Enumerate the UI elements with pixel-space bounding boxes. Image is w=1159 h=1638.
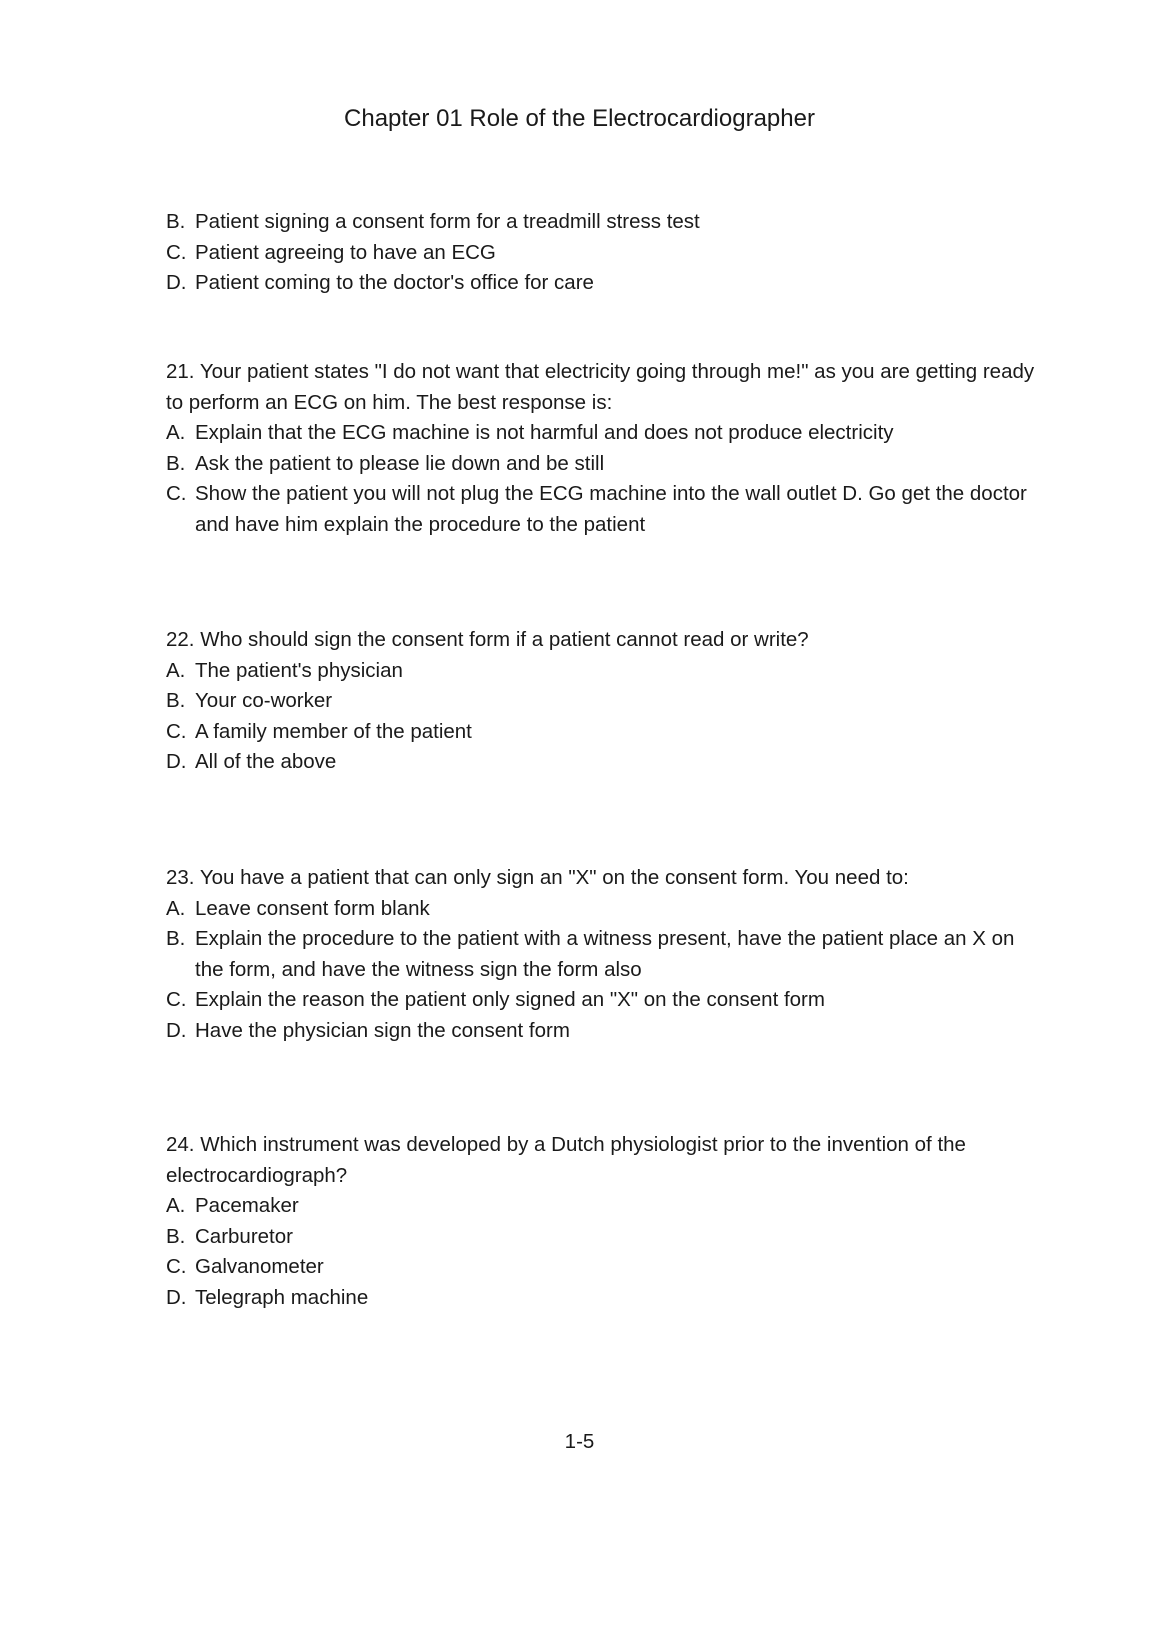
option-text: Show the patient you will not plug the ECG machine into the wall outlet D. Go get the doctor and have him explain the procedure to the patient <box>195 482 1027 536</box>
option-letter: B. <box>166 210 186 233</box>
option-letter: D. <box>166 1285 187 1309</box>
option-text: Patient agreeing to have an ECG <box>195 240 496 264</box>
option-letter: C. <box>166 482 187 505</box>
option-letter: B. <box>166 1224 186 1248</box>
option-text: All of the above <box>195 750 337 773</box>
option-b <box>166 449 1046 480</box>
option-d <box>166 747 1046 778</box>
page-number: 1-5 <box>564 1430 595 1453</box>
option-c <box>166 985 1046 1016</box>
question-stem: 24. Which instrument was developed by a Dutch physiologist prior to the invention of the electrocardiograph? <box>166 1133 966 1187</box>
option-letter: A. <box>166 1194 186 1217</box>
option-text: Patient coming to the doctor's office for care <box>195 271 594 294</box>
option-text: Patient signing a consent form for a treadmill stress test <box>195 210 700 233</box>
option-letter: A. <box>166 658 186 682</box>
option-letter: C. <box>166 1255 187 1278</box>
option-d <box>166 1016 1046 1047</box>
question-stem: 23. You have a patient that can only sign an "X" on the consent form. You need to: <box>166 866 909 889</box>
option-c <box>166 717 1046 748</box>
option-text: Telegraph machine <box>195 1285 369 1309</box>
option-b <box>166 924 1046 985</box>
option-letter: D. <box>166 1018 187 1042</box>
option-a <box>166 656 1046 687</box>
option-c <box>166 238 1046 269</box>
option-text: Your co-worker <box>195 689 333 712</box>
option-text: Explain the procedure to the patient with a witness present, have the patient place an X on the form, and have the witness sign the form also <box>195 927 1015 981</box>
option-a <box>166 1191 1046 1222</box>
option-letter: A. <box>166 421 186 444</box>
option-text: Pacemaker <box>195 1194 299 1217</box>
option-b <box>166 1222 1046 1253</box>
question-24 <box>166 1130 1046 1313</box>
option-c <box>166 1252 1046 1283</box>
option-b <box>166 686 1046 717</box>
question-stem: 22. Who should sign the consent form if a patient cannot read or write? <box>166 628 809 651</box>
option-letter: D. <box>166 750 187 773</box>
option-a <box>166 894 1046 925</box>
option-d <box>166 268 1046 299</box>
question-22 <box>166 625 1046 778</box>
option-letter: C. <box>166 719 187 743</box>
option-text: Have the physician sign the consent form <box>195 1018 570 1042</box>
option-text: Leave consent form blank <box>195 896 430 920</box>
question-21 <box>166 357 1046 540</box>
option-text: Carburetor <box>195 1224 293 1248</box>
question-23 <box>166 863 1046 1046</box>
option-letter: C. <box>166 240 187 264</box>
option-letter: B. <box>166 689 186 712</box>
option-letter: A. <box>166 896 186 920</box>
option-text: A family member of the patient <box>195 719 472 743</box>
option-text: Ask the patient to please lie down and be still <box>195 451 605 475</box>
option-letter: D. <box>166 271 187 294</box>
option-d <box>166 1283 1046 1314</box>
option-c <box>166 479 1046 540</box>
page-title: Chapter 01 Role of the Electrocardiographer <box>344 105 815 132</box>
option-letter: B. <box>166 927 186 950</box>
option-letter: C. <box>166 988 187 1011</box>
question-20-continued <box>166 207 1046 299</box>
option-text: Galvanometer <box>195 1255 324 1278</box>
option-letter: B. <box>166 451 186 475</box>
option-text: Explain that the ECG machine is not harmful and does not produce electricity <box>195 421 894 444</box>
option-b <box>166 207 1046 238</box>
option-text: Explain the reason the patient only signed an "X" on the consent form <box>195 988 825 1011</box>
question-stem: 21. Your patient states "I do not want that electricity going through me!" as you are getting ready to perform an ECG on him. The best response is: <box>166 360 1035 414</box>
option-a <box>166 418 1046 449</box>
option-text: The patient's physician <box>195 658 403 682</box>
